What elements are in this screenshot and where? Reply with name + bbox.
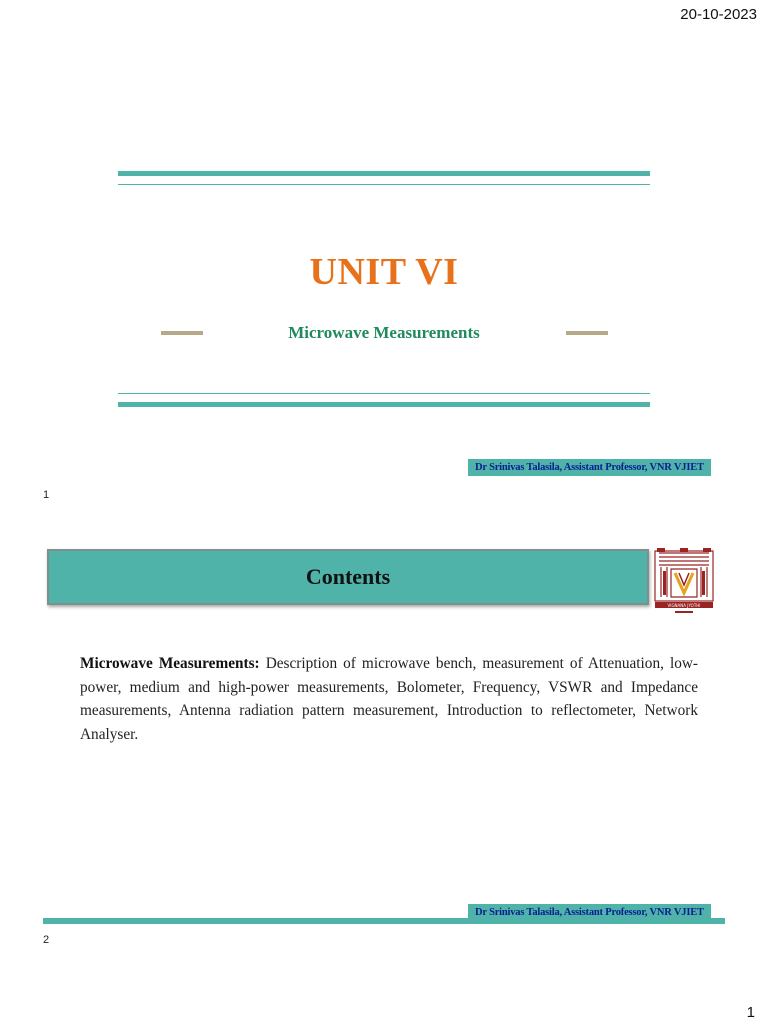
logo-caption: VIGNANA JYOTHI xyxy=(667,603,701,608)
document-date: 20-10-2023 xyxy=(680,6,757,23)
contents-title: Contents xyxy=(305,564,391,589)
slide-2-footer: Dr Srinivas Talasila, Assistant Professor, VNR VJIET xyxy=(468,904,711,921)
right-dash xyxy=(566,331,608,335)
top-thin-rule xyxy=(118,184,650,185)
slide-title: UNIT VI xyxy=(309,251,459,293)
page-number: 1 xyxy=(746,1004,755,1021)
contents-heading: Microwave Measurements: xyxy=(80,655,260,672)
bottom-thick-rule xyxy=(118,402,650,407)
contents-body-text: Description of microwave bench, measurement of Attenuation, low-power, medium and high-power measurements, Bolometer, Frequency, VSWR and Impedance measurements, Antenna radiation pattern measurement, Introduction to reflectometer, Network Analyser. xyxy=(80,655,699,743)
slide-1-footer: Dr Srinivas Talasila, Assistant Professor, VNR VJIET xyxy=(468,459,711,476)
slide-2-number: 2 xyxy=(43,934,50,946)
bottom-thin-rule xyxy=(118,393,650,394)
contents-description xyxy=(80,652,698,746)
contents-header-bar xyxy=(47,549,649,605)
slide-subtitle: Microwave Measurements xyxy=(288,323,480,342)
college-logo xyxy=(653,547,715,617)
slide-1-number: 1 xyxy=(43,489,50,501)
top-thick-rule xyxy=(118,171,650,176)
